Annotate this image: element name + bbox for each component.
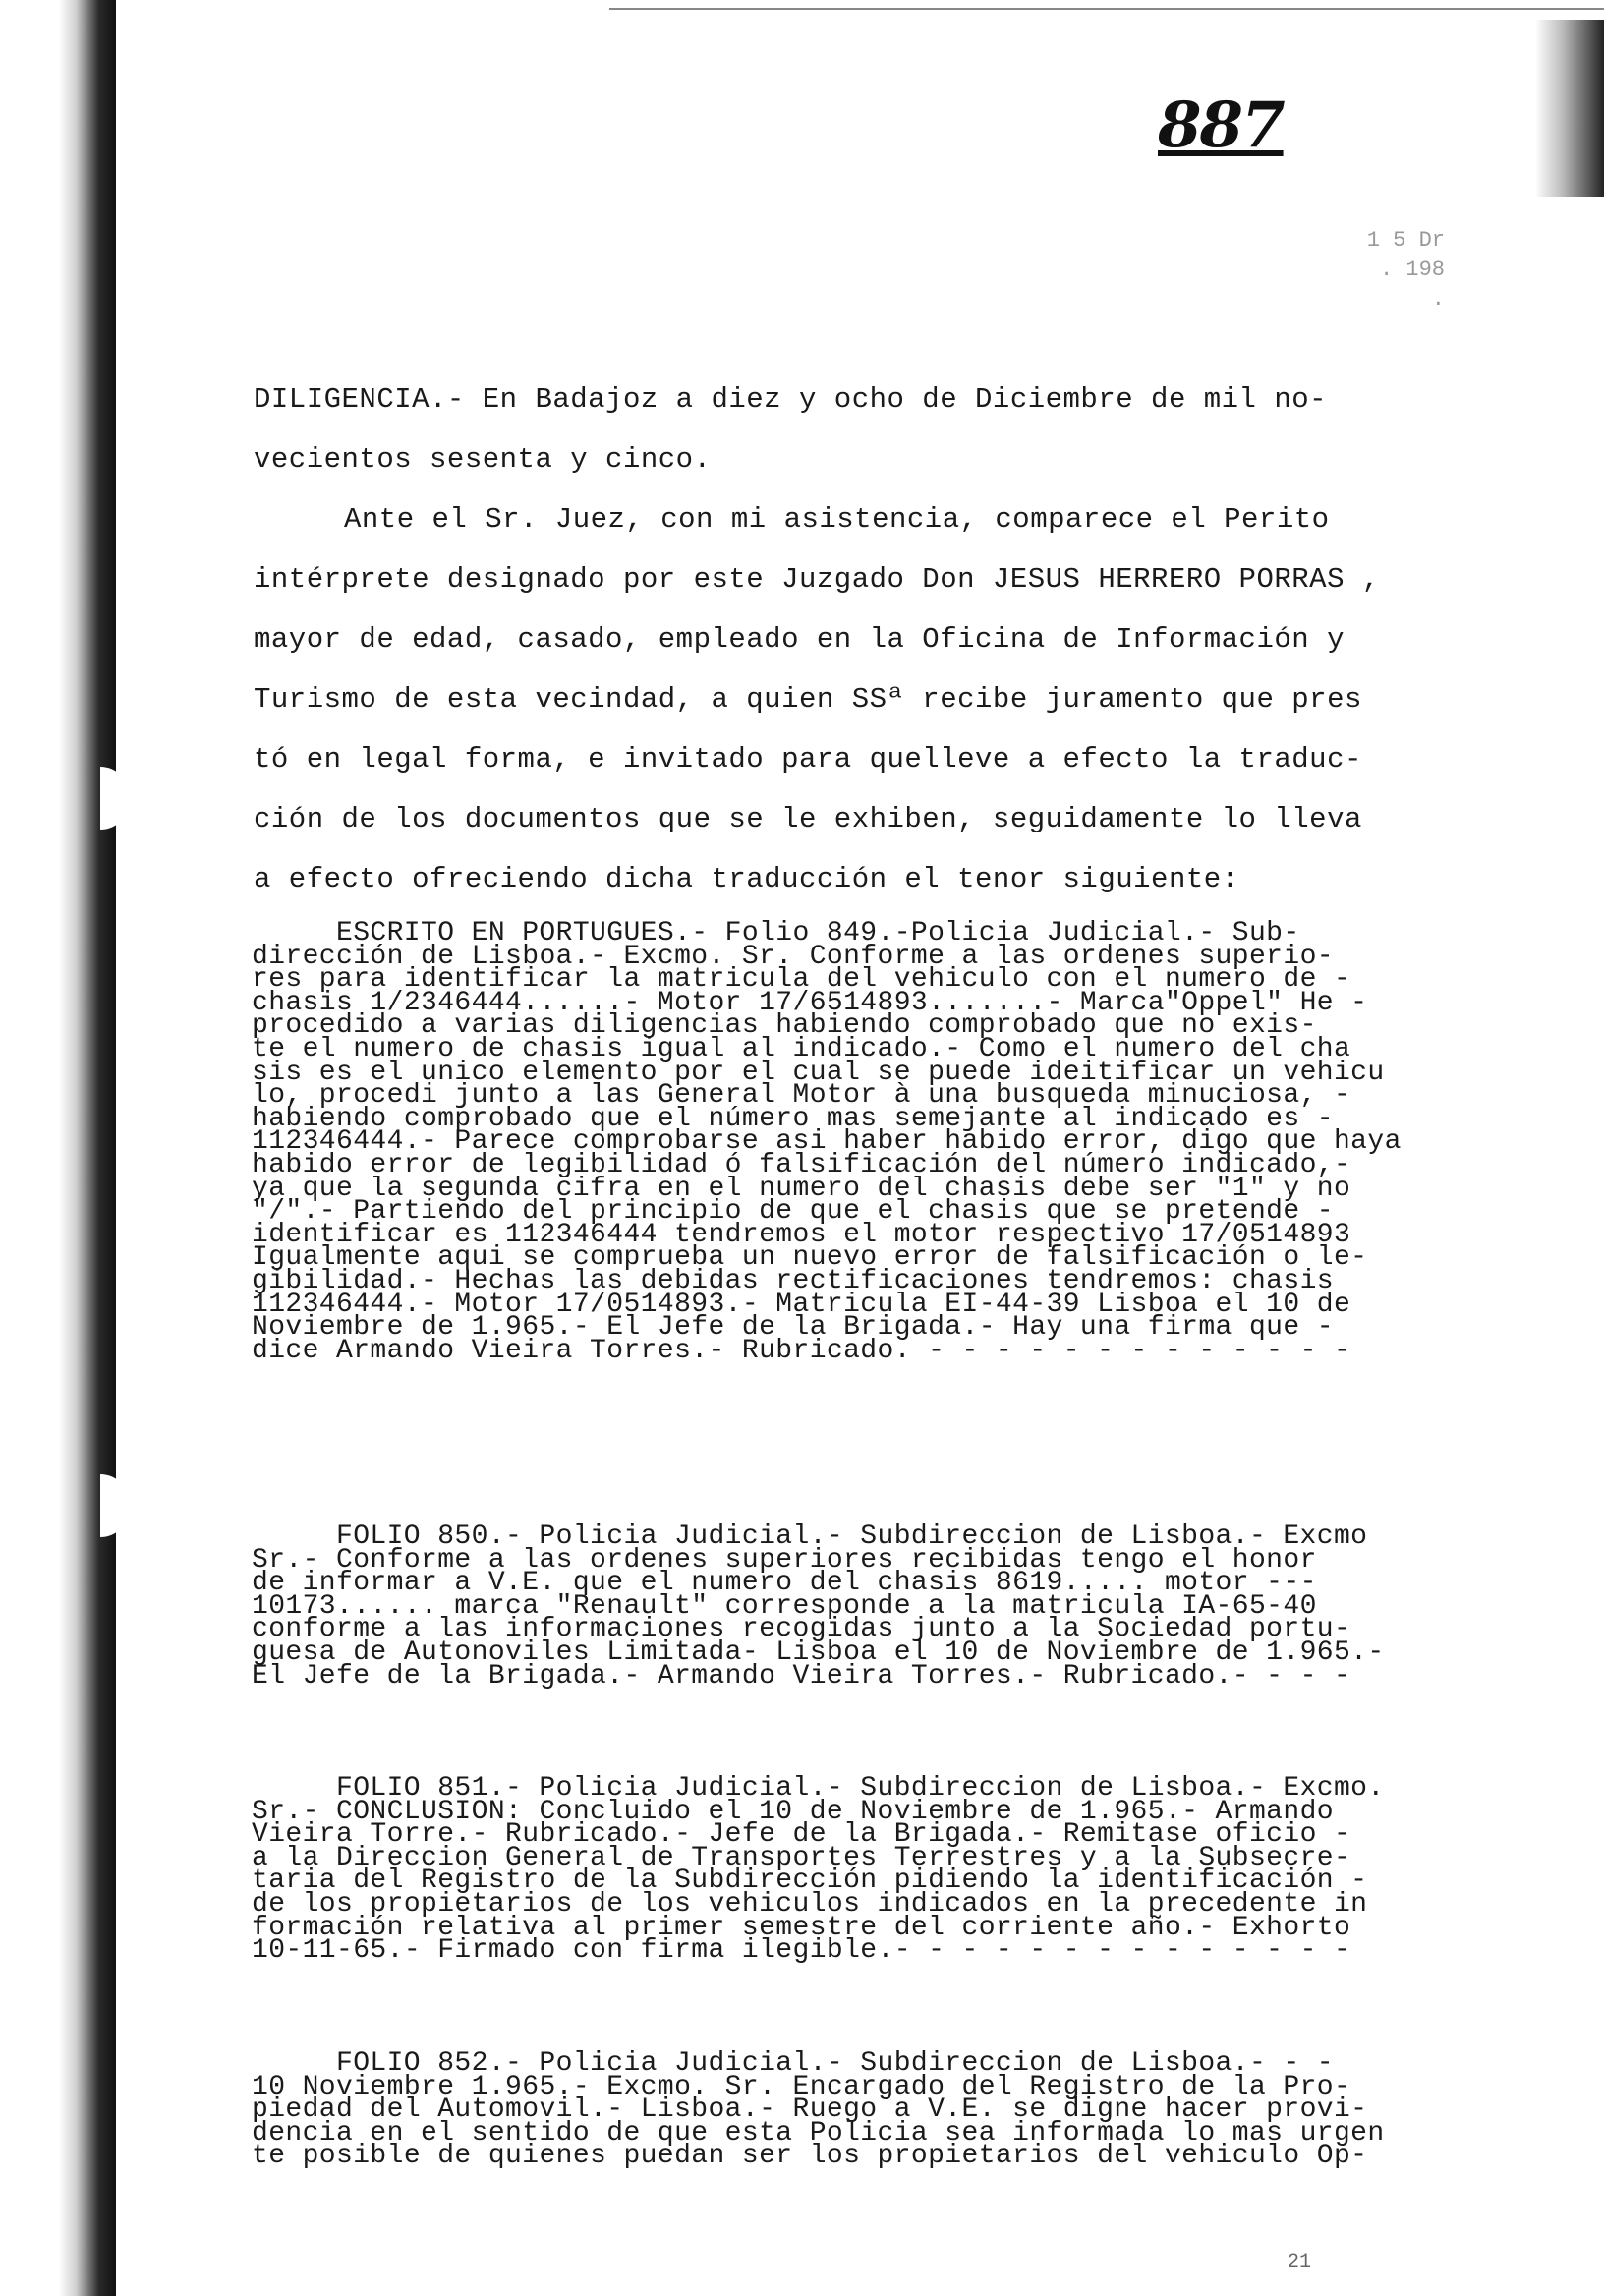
text-line: Sr.- CONCLUSION: Concluido el 10 de Noviembre de 1.965.- Armando: [252, 1796, 1334, 1827]
text-line: habiendo comprobado que el número mas semejante al indicado es -: [252, 1103, 1334, 1134]
text-line: 10-11-65.- Firmado con firma ilegible.- - - - - - - - - - - - - -: [252, 1935, 1351, 1967]
punch-hole: [100, 767, 130, 830]
text-line: ya que la segunda cifra en el numero del chasis debe ser "1" y no: [252, 1173, 1351, 1204]
text-line: Igualmente aqui se comprueba un nuevo error de falsificación o le-: [252, 1242, 1368, 1274]
text-line: a efecto ofreciendo dicha traducción el tenor siguiente:: [254, 863, 1239, 895]
text-line: Noviembre de 1.965.- El Jefe de la Brigada.- Hay una firma que -: [252, 1312, 1334, 1344]
text-line: Turismo de esta vecindad, a quien SSª recibe juramento que pres: [254, 683, 1362, 716]
text-line: dencia en el sentido de que esta Policia sea informada lo mas urgen: [252, 2117, 1385, 2149]
text-line: procedido a varias diligencias habiendo comprobado que no exis-: [252, 1010, 1317, 1042]
stamp-line: . 198: [1379, 258, 1445, 282]
text-line: El Jefe de la Brigada.- Armando Vieira Torres.- Rubricado.- - - -: [252, 1660, 1351, 1692]
page-number: 887: [1158, 88, 1284, 162]
folio-850-paragraph: [252, 1521, 1529, 1692]
text-line: Sr.- Conforme a las ordenes superiores recibidas tengo el honor: [252, 1544, 1317, 1576]
text-line: vecientos sesenta y cinco.: [254, 443, 712, 476]
text-line: piedad del Automovil.- Lisboa.- Ruego a V.E. se digne hacer provi-: [252, 2095, 1368, 2126]
text-line: FOLIO 852.- Policia Judicial.- Subdireccion de Lisboa.- - -: [336, 2048, 1334, 2079]
text-line: sis es el unico elemento por el cual se puede ideitificar un vehicu: [252, 1057, 1385, 1088]
text-line: lo, procedi junto a las General Motor à una busqueda minuciosa, -: [252, 1080, 1351, 1112]
text-line: te posible de quienes puedan ser los propietarios del vehiculo Op-: [252, 2141, 1368, 2172]
text-line: ción de los documentos que se le exhiben, seguidamente lo lleva: [254, 803, 1362, 835]
text-line: DILIGENCIA.- En Badajoz a diez y ocho de Diciembre de mil no-: [254, 383, 1328, 416]
text-line: 10 Noviembre 1.965.- Excmo. Sr. Encargado del Registro de la Pro-: [252, 2071, 1351, 2102]
text-line: gibilidad.- Hechas las debidas rectificaciones tendremos: chasis: [252, 1265, 1334, 1296]
stamp-line: 1 5 Dr: [1366, 228, 1445, 253]
text-line: conforme a las informaciones recogidas junto a la Sociedad portu-: [252, 1614, 1351, 1645]
text-line: FOLIO 851.- Policia Judicial.- Subdireccion de Lisboa.- Excmo.: [336, 1773, 1385, 1804]
punch-hole: [100, 1474, 130, 1537]
scan-right-edge: [1535, 20, 1604, 197]
text-line: Ante el Sr. Juez, con mi asistencia, comparece el Perito: [344, 503, 1330, 536]
text-line: a la Direccion General de Transportes Terrestres y a la Subsecre-: [252, 1842, 1351, 1873]
folio-852-paragraph: [252, 2048, 1529, 2172]
diligencia-paragraph: [254, 370, 1462, 909]
text-line: formación relativa al primer semestre del corriente año.- Exhorto: [252, 1912, 1351, 1943]
text-line: tó en legal forma, e invitado para quelleve a efecto la traduc-: [254, 743, 1362, 775]
text-line: dice Armando Vieira Torres.- Rubricado. - - - - - - - - - - - - -: [252, 1335, 1351, 1366]
text-line: intérprete designado por este Juzgado Don JESUS HERRERO PORRAS ,: [254, 563, 1380, 596]
bottom-mark: 21: [1288, 2251, 1312, 2273]
text-line: 10173...... marca "Renault" corresponde a la matricula IA-65-40: [252, 1590, 1317, 1622]
text-line: 112346444.- Motor 17/0514893.- Matricula EI-44-39 Lisboa el 10 de: [252, 1289, 1351, 1320]
stamp-line: .: [1431, 287, 1445, 312]
text-line: dirección de Lisboa.- Excmo. Sr. Conforme a las ordenes superio-: [252, 941, 1334, 972]
faded-stamp: [1219, 226, 1445, 315]
text-line: guesa de Autonoviles Limitada- Lisboa el 10 de Noviembre de 1.965.-: [252, 1636, 1385, 1668]
text-line: FOLIO 850.- Policia Judicial.- Subdireccion de Lisboa.- Excmo: [336, 1521, 1368, 1552]
text-line: identificar es 112346444 tendremos el motor respectivo 17/0514893: [252, 1219, 1351, 1250]
scan-binding-edge: [59, 0, 116, 2296]
folio-851-paragraph: [252, 1773, 1529, 1967]
text-line: "/".- Partiendo del principio de que el chasis que se pretende -: [252, 1196, 1334, 1228]
text-line: de informar a V.E. que el numero del chasis 8619..... motor ---: [252, 1568, 1317, 1599]
scan-top-line: [609, 8, 1604, 10]
text-line: ESCRITO EN PORTUGUES.- Folio 849.-Policia Judicial.- Sub-: [336, 918, 1300, 948]
text-line: 112346444.- Parece comprobarse asi haber habido error, digo que haya: [252, 1126, 1402, 1158]
text-line: mayor de edad, casado, empleado en la Oficina de Información y: [254, 623, 1345, 656]
text-line: habido error de legibilidad ó falsificación del número indicado,-: [252, 1149, 1351, 1180]
text-line: de los propietarios de los vehiculos indicados en la precedente in: [252, 1888, 1368, 1920]
folio-849-paragraph: [252, 918, 1529, 1366]
text-line: taria del Registro de la Subdirección pidiendo la identificación -: [252, 1866, 1368, 1897]
text-line: Vieira Torre.- Rubricado.- Jefe de la Brigada.- Remitase oficio -: [252, 1819, 1351, 1851]
text-line: te el numero de chasis igual al indicado.- Como el numero del cha: [252, 1033, 1351, 1064]
text-line: res para identificar la matricula del vehiculo con el numero de -: [252, 964, 1351, 996]
text-line: chasis 1/2346444......- Motor 17/6514893.......- Marca"Oppel" He -: [252, 987, 1368, 1018]
